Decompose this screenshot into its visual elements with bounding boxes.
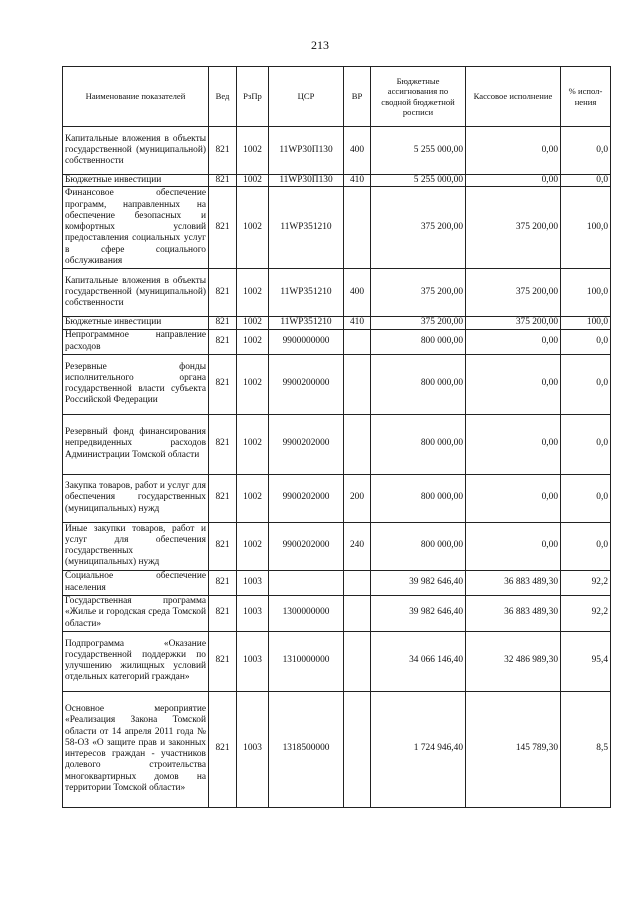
row-rzpr: 1002 [237,187,269,269]
row-cash: 145 789,30 [466,691,561,807]
row-budget: 34 066 146,40 [371,631,466,691]
row-ved: 821 [209,329,237,354]
row-ved: 821 [209,187,237,269]
row-budget: 1 724 946,40 [371,691,466,807]
row-name: Иные закупки товаров, работ и услуг для обеспечения государственных (муниципальных) нужд [63,522,209,570]
row-cash: 36 883 489,30 [466,595,561,631]
row-vr [344,691,371,807]
row-rzpr: 1002 [237,127,269,175]
row-csr: 9900202000 [269,522,344,570]
row-name: Финансовое обеспечение программ, направленных на обеспечение безопасных и комфортных условий предоставления социальных услуг в сфере социального обслуживания [63,187,209,269]
table-row [63,329,611,354]
row-ved: 821 [209,522,237,570]
row-vr [344,354,371,414]
row-ved: 821 [209,631,237,691]
row-cash: 0,00 [466,329,561,354]
header-pct: % испол-нения [561,67,611,127]
row-budget: 800 000,00 [371,354,466,414]
row-cash: 32 486 989,30 [466,631,561,691]
row-vr [344,187,371,269]
row-csr: 11WP351210 [269,269,344,317]
row-vr [344,595,371,631]
row-name: Закупка товаров, работ и услуг для обеспечения государственных (муниципальных) нужд [63,474,209,522]
row-budget: 39 982 646,40 [371,595,466,631]
row-rzpr: 1002 [237,414,269,474]
row-rzpr: 1002 [237,522,269,570]
table-row [63,522,611,570]
budget-execution-table [62,66,611,808]
row-vr: 410 [344,317,371,329]
row-name: Бюджетные инвестиции [63,317,209,329]
table-header [63,67,611,127]
row-name: Бюджетные инвестиции [63,175,209,187]
table-row [63,631,611,691]
row-ved: 821 [209,414,237,474]
row-vr [344,631,371,691]
row-cash: 375 200,00 [466,269,561,317]
row-name: Капитальные вложения в объекты государственной (муниципальной) собственности [63,269,209,317]
row-rzpr: 1002 [237,474,269,522]
row-pct: 92,2 [561,570,611,595]
header-rzpr: РзПр [237,67,269,127]
header-budget: Бюджетные ассигнования по сводной бюджетной росписи [371,67,466,127]
row-pct: 0,0 [561,414,611,474]
header-csr: ЦСР [269,67,344,127]
row-ved: 821 [209,354,237,414]
row-pct: 92,2 [561,595,611,631]
table-row [63,414,611,474]
table-row [63,691,611,807]
row-pct: 0,0 [561,175,611,187]
row-budget: 39 982 646,40 [371,570,466,595]
table-row [63,175,611,187]
row-rzpr: 1002 [237,317,269,329]
table-body [63,127,611,808]
row-pct: 8,5 [561,691,611,807]
row-cash: 0,00 [466,175,561,187]
row-csr: 11WP351210 [269,187,344,269]
row-pct: 0,0 [561,522,611,570]
row-ved: 821 [209,595,237,631]
row-vr: 410 [344,175,371,187]
row-rzpr: 1002 [237,175,269,187]
row-rzpr: 1002 [237,269,269,317]
row-cash: 36 883 489,30 [466,570,561,595]
row-budget: 375 200,00 [371,269,466,317]
row-vr: 200 [344,474,371,522]
row-csr [269,570,344,595]
row-budget: 800 000,00 [371,329,466,354]
row-budget: 800 000,00 [371,522,466,570]
page-number: 213 [311,38,329,52]
table-row [63,317,611,329]
row-name: Подпрограмма «Оказание государственной поддержки по улучшению жилищных условий отдельных категорий граждан» [63,631,209,691]
row-csr: 11WP351210 [269,317,344,329]
row-pct: 100,0 [561,269,611,317]
row-cash: 0,00 [466,127,561,175]
row-rzpr: 1003 [237,691,269,807]
row-rzpr: 1003 [237,631,269,691]
row-rzpr: 1002 [237,329,269,354]
row-pct: 0,0 [561,329,611,354]
row-cash: 375 200,00 [466,317,561,329]
row-pct: 95,4 [561,631,611,691]
row-rzpr: 1003 [237,595,269,631]
table-row [63,269,611,317]
row-vr: 400 [344,127,371,175]
row-budget: 5 255 000,00 [371,175,466,187]
row-cash: 0,00 [466,474,561,522]
row-cash: 0,00 [466,354,561,414]
row-vr [344,570,371,595]
row-csr: 9900202000 [269,474,344,522]
row-vr: 400 [344,269,371,317]
row-csr: 1318500000 [269,691,344,807]
row-name: Капитальные вложения в объекты государственной (муниципальной) собственности [63,127,209,175]
table-row [63,595,611,631]
row-pct: 100,0 [561,317,611,329]
table-row [63,474,611,522]
row-name: Государственная программа «Жилье и городская среда Томской области» [63,595,209,631]
row-ved: 821 [209,317,237,329]
header-name: Наименование показателей [63,67,209,127]
row-csr: 9900200000 [269,354,344,414]
row-cash: 0,00 [466,414,561,474]
row-budget: 800 000,00 [371,414,466,474]
row-budget: 5 255 000,00 [371,127,466,175]
row-ved: 821 [209,474,237,522]
row-cash: 375 200,00 [466,187,561,269]
row-csr: 1300000000 [269,595,344,631]
row-csr: 9900000000 [269,329,344,354]
row-ved: 821 [209,570,237,595]
row-pct: 100,0 [561,187,611,269]
row-csr: 11WP30П130 [269,127,344,175]
row-csr: 1310000000 [269,631,344,691]
row-name: Резервный фонд финансирования непредвиденных расходов Администрации Томской области [63,414,209,474]
row-vr [344,329,371,354]
row-rzpr: 1003 [237,570,269,595]
row-ved: 821 [209,691,237,807]
row-name: Основное мероприятие «Реализация Закона Томской области от 14 апреля 2011 года № 58-ОЗ «О защите прав и законных интересов граждан - участников долевого строительства многоквартирных домов на территории Томской области» [63,691,209,807]
row-ved: 821 [209,269,237,317]
row-pct: 0,0 [561,354,611,414]
table-row [63,127,611,175]
row-name: Резервные фонды исполнительного органа государственной власти субъекта Российской Федерации [63,354,209,414]
table-row [63,570,611,595]
row-budget: 800 000,00 [371,474,466,522]
row-vr [344,414,371,474]
row-name: Социальное обеспечение населения [63,570,209,595]
row-csr: 11WP30П130 [269,175,344,187]
row-csr: 9900202000 [269,414,344,474]
row-budget: 375 200,00 [371,317,466,329]
row-cash: 0,00 [466,522,561,570]
row-ved: 821 [209,175,237,187]
header-cash: Кассовое исполнение [466,67,561,127]
row-vr: 240 [344,522,371,570]
header-vr: ВР [344,67,371,127]
table-row [63,187,611,269]
row-pct: 0,0 [561,127,611,175]
header-ved: Вед [209,67,237,127]
row-rzpr: 1002 [237,354,269,414]
table-row [63,354,611,414]
row-budget: 375 200,00 [371,187,466,269]
row-name: Непрограммное направление расходов [63,329,209,354]
row-pct: 0,0 [561,474,611,522]
row-ved: 821 [209,127,237,175]
